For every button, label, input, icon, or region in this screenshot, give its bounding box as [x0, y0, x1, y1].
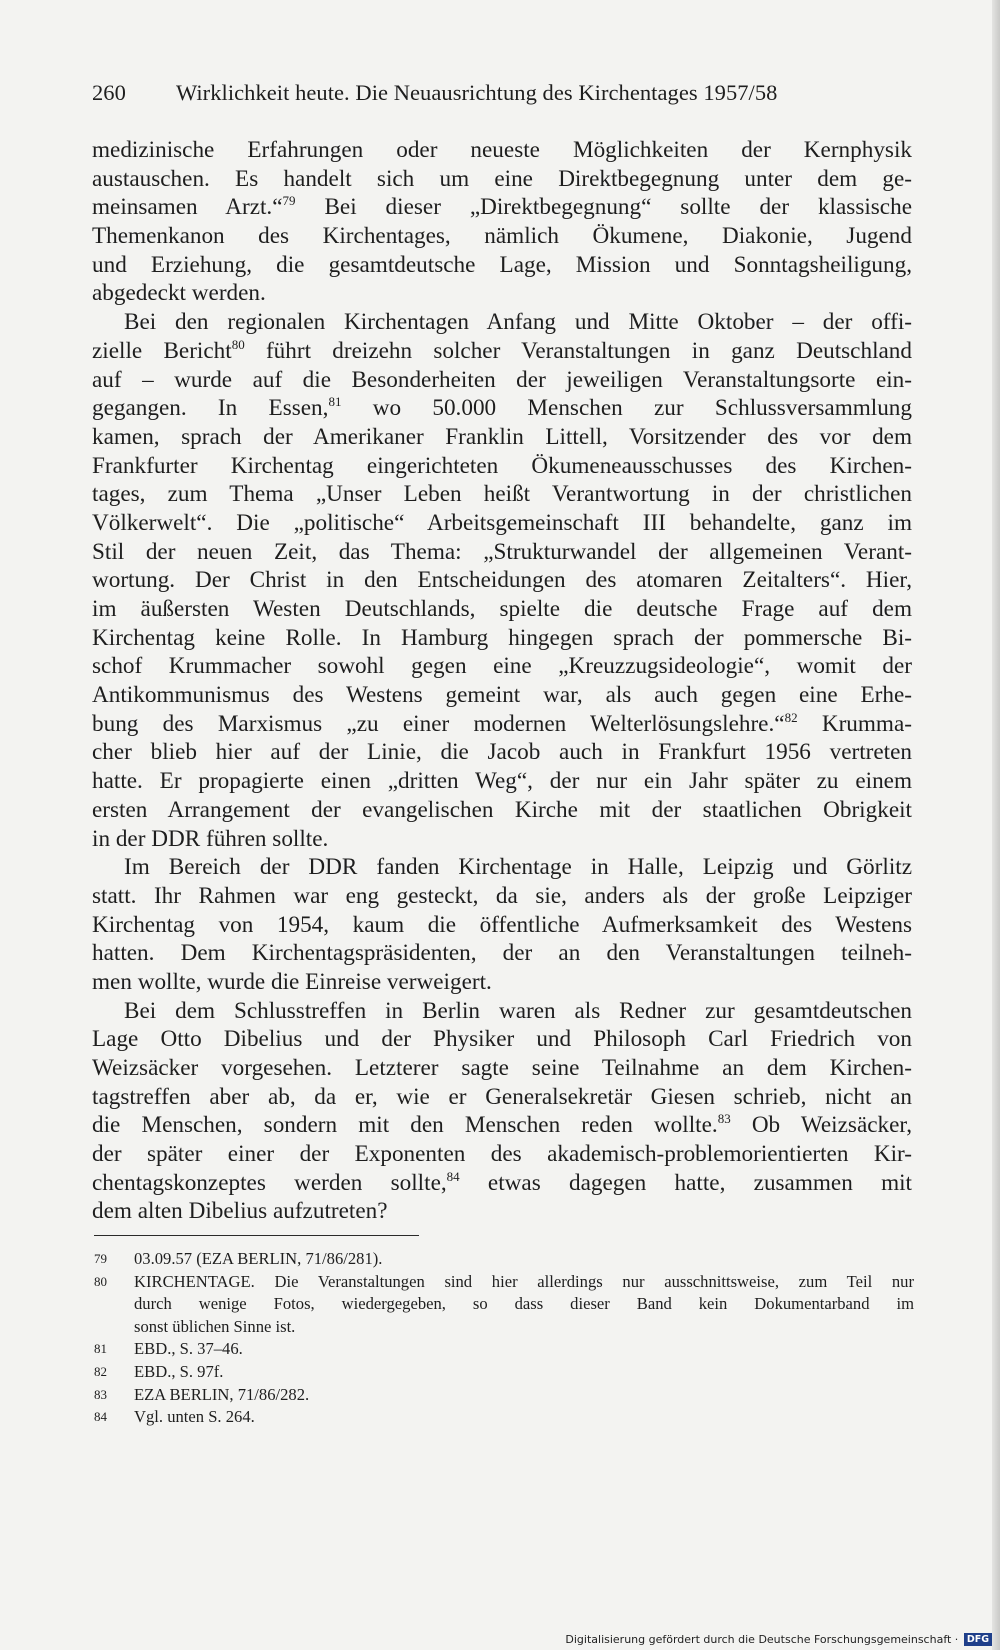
text-line — [92, 1169, 912, 1198]
text-segment: Bei dem Schlusstreffen in Berlin waren als Redner zur gesamtdeutschen — [124, 997, 912, 1024]
footnote-number: 82 — [94, 1363, 107, 1379]
text-line — [92, 853, 912, 882]
text-segment: medizinische Erfahrungen oder neueste Möglichkeiten der Kernphysik — [92, 137, 912, 163]
footnote-line: EBD., S. 37–46. — [134, 1339, 243, 1359]
text-segment: Im Bereich der DDR fanden Kirchentage in Halle, Leipzig und Görlitz — [124, 854, 912, 881]
text-line — [92, 1197, 912, 1226]
text-segment: abgedeckt werden. — [92, 280, 266, 307]
text-segment: dem alten Dibelius aufzutreten? — [92, 1198, 388, 1225]
text-segment: Themenkanon des Kirchentages, nämlich Ökumene, Diakonie, Jugend — [92, 223, 912, 250]
footnote-item — [92, 1338, 914, 1361]
text-segment: führt dreizehn solcher Veranstaltungen in ganz Deutschland — [244, 337, 912, 364]
footnote-number: 83 — [94, 1386, 107, 1402]
footnote-line: 03.09.57 (EZA BERLIN, 71/86/281). — [134, 1249, 383, 1268]
text-line — [92, 394, 912, 423]
text-line — [92, 624, 912, 653]
footnote-ref: 79 — [282, 193, 296, 209]
footnote-line: Vgl. unten S. 264. — [134, 1407, 255, 1427]
text-line — [92, 738, 912, 767]
text-line — [92, 796, 912, 825]
text-line — [92, 193, 912, 222]
text-segment: die Menschen, sondern mit den Menschen reden wollte. — [92, 1112, 718, 1139]
text-segment: schof Krummacher sowohl gegen eine „Kreuzzugsideologie“, womit der — [92, 653, 912, 680]
text-segment: Bei dieser „Direktbegegnung“ sollte der klassische — [295, 194, 912, 221]
text-line — [92, 279, 912, 308]
text-line — [92, 882, 912, 911]
text-line — [92, 308, 912, 337]
page-edge-shadow — [992, 0, 1000, 1650]
dfg-logo: DFG — [964, 1633, 992, 1646]
footnote-ref: 82 — [784, 709, 798, 725]
text-line — [92, 825, 912, 854]
text-segment: tages, zum Thema „Unser Leben heißt Verantwortung in der christlichen — [92, 481, 912, 508]
text-line — [92, 480, 912, 509]
text-segment: Bei den regionalen Kirchentagen Anfang und Mitte Oktober – der offi- — [124, 309, 912, 336]
text-segment: wortung. Der Christ in den Entscheidungen des atomaren Zeitalters“. Hier, — [92, 567, 912, 594]
footnote-item — [92, 1384, 914, 1407]
text-segment: Krumma- — [797, 710, 912, 737]
running-title: Wirklichkeit heute. Die Neuausrichtung des Kirchentages 1957/58 — [176, 80, 778, 105]
text-line — [92, 767, 912, 796]
footnote-line: KIRCHENTAGE. Die Veranstaltungen sind hier allerdings nur ausschnittsweise, zum Teil nur — [134, 1271, 914, 1291]
text-segment: Stil der neuen Zeit, das Thema: „Strukturwandel der allgemeinen Verant- — [92, 538, 912, 565]
text-segment: chentagskonzeptes werden sollte, — [92, 1169, 447, 1196]
text-segment: etwas dagegen hatte, zusammen mit — [459, 1169, 912, 1196]
footnote-ref: 84 — [446, 1168, 460, 1184]
text-segment: cher blieb hier auf der Linie, die Jacob auch in Frankfurt 1956 vertreten — [92, 739, 912, 766]
text-segment: hatte. Er propagierte einen „dritten Weg“, der nur ein Jahr später zu einem — [92, 768, 912, 795]
digitization-footer — [565, 1633, 992, 1646]
text-segment: Weizsäcker vorgesehen. Letzterer sagte seine Teilnahme an dem Kirchen- — [92, 1055, 912, 1081]
footer-text: Digitalisierung gefördert durch die Deutsche Forschungsgemeinschaft · — [565, 1633, 959, 1646]
text-line — [92, 652, 912, 681]
footnote-item — [92, 1406, 914, 1429]
text-segment: meinsamen Arzt.“ — [92, 194, 283, 221]
text-segment: Ob Weizsäcker, — [730, 1112, 912, 1139]
text-segment: Kirchentag keine Rolle. In Hamburg hingegen sprach der pommersche Bi- — [92, 624, 912, 651]
footnote-line: durch wenige Fotos, wiedergegeben, so dass dieser Band kein Dokumentarband im — [134, 1294, 914, 1314]
footnote-line: EBD., S. 97f. — [134, 1361, 224, 1381]
footnote-number: 84 — [94, 1409, 107, 1425]
text-segment: zielle Bericht — [92, 337, 232, 364]
running-header — [92, 80, 912, 106]
text-segment: tagstreffen aber ab, da er, wie er Generalsekretär Giesen schrieb, nicht an — [92, 1083, 912, 1110]
text-line — [92, 939, 912, 968]
text-line — [92, 997, 912, 1026]
footnote-line: EZA BERLIN, 71/86/282. — [134, 1384, 310, 1404]
text-segment: und Erziehung, die gesamtdeutsche Lage, Mission und Sonntagsheiligung, — [92, 251, 912, 278]
text-segment: Lage Otto Dibelius und der Physiker und Philosoph Carl Friedrich von — [92, 1026, 912, 1053]
footnote-rule — [94, 1235, 419, 1236]
text-segment: der später einer der Exponenten des akademisch-problemorientierten Kir- — [92, 1141, 912, 1168]
footnote-ref: 83 — [717, 1111, 731, 1127]
text-segment: gegangen. In Essen, — [92, 395, 329, 422]
text-line — [92, 968, 912, 997]
text-line — [92, 1111, 912, 1140]
text-segment: Völkerwelt“. Die „politische“ Arbeitsgemeinschaft III behandelte, ganz im — [92, 509, 912, 536]
text-line — [92, 595, 912, 624]
text-line — [92, 1054, 912, 1083]
text-segment: ersten Arrangement der evangelischen Kirche mit der staatlichen Obrigkeit — [92, 796, 912, 823]
text-line — [92, 337, 912, 366]
text-line — [92, 222, 912, 251]
text-segment: austauschen. Es handelt sich um eine Direktbegegnung unter dem ge- — [92, 165, 912, 192]
text-segment: Frankfurter Kirchentag eingerichteten Ökumeneausschusses des Kirchen- — [92, 452, 912, 479]
text-segment: bung des Marxismus „zu einer modernen Welterlösungslehre.“ — [92, 710, 785, 737]
text-segment: men wollte, wurde die Einreise verweigert. — [92, 968, 492, 995]
text-segment: in der DDR führen sollte. — [92, 825, 329, 852]
text-line — [92, 136, 912, 165]
text-segment: wo 50.000 Menschen zur Schlussversammlung — [341, 395, 912, 422]
text-segment: Kirchentag von 1954, kaum die öffentliche Aufmerksamkeit des Westens — [92, 911, 912, 938]
footnote-number: 81 — [94, 1341, 107, 1357]
text-line — [92, 165, 912, 194]
text-line — [92, 452, 912, 481]
footnote-item — [92, 1361, 914, 1384]
footnote-item — [92, 1248, 914, 1271]
footnote-ref: 80 — [231, 336, 245, 352]
text-segment: hatten. Dem Kirchentagspräsidenten, der an den Veranstaltungen teilneh- — [92, 940, 912, 967]
footnotes — [92, 1248, 914, 1429]
body-text — [92, 136, 912, 1226]
footnote-item — [92, 1271, 914, 1339]
text-segment: im äußersten Westen Deutschlands, spielte die deutsche Frage auf dem — [92, 596, 912, 622]
text-line — [92, 681, 912, 710]
text-line — [92, 1025, 912, 1054]
text-line — [92, 710, 912, 739]
text-line — [92, 251, 912, 280]
text-line — [92, 509, 912, 538]
text-line — [92, 423, 912, 452]
footnote-line: sonst üblichen Sinne ist. — [134, 1316, 296, 1336]
text-segment: statt. Ihr Rahmen war eng gesteckt, da sie, anders als der große Leipziger — [92, 882, 912, 909]
text-line — [92, 566, 912, 595]
footnote-number: 80 — [94, 1273, 107, 1289]
text-line — [92, 1140, 912, 1169]
text-segment: Antikommunismus des Westens gemeint war, als auch gegen eine Erhe- — [92, 682, 912, 709]
text-line — [92, 1083, 912, 1112]
text-line — [92, 911, 912, 940]
text-line — [92, 538, 912, 567]
page-number: 260 — [92, 80, 126, 105]
footnote-number: 79 — [94, 1251, 107, 1266]
text-segment: kamen, sprach der Amerikaner Franklin Littell, Vorsitzender des vor dem — [92, 423, 912, 450]
text-line — [92, 366, 912, 395]
footnote-ref: 81 — [328, 394, 342, 410]
text-segment: auf – wurde auf die Besonderheiten der jeweiligen Veranstaltungsorte ein- — [92, 366, 912, 393]
